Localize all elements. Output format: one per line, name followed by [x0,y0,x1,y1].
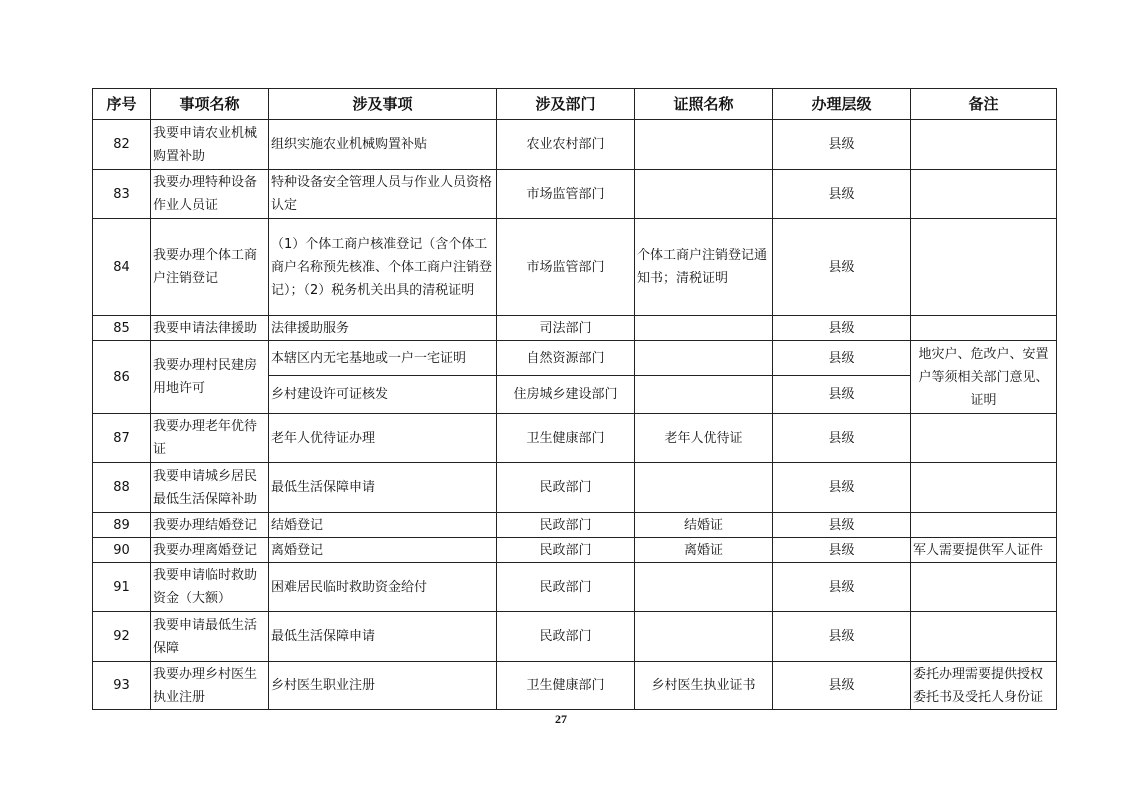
row-dept: 市场监管部门 [497,170,635,219]
row-license [635,563,773,612]
row-level: 县级 [773,341,911,376]
row-item: 结婚登记 [269,513,497,538]
header-dept: 涉及部门 [497,89,635,120]
table-row [93,662,1057,710]
table-row [93,414,1057,463]
row-dept: 农业农村部门 [497,120,635,170]
row-note [911,513,1057,538]
row-name: 我要申请城乡居民最低生活保障补助 [151,463,269,513]
page-number: 27 [555,712,567,726]
row-license [635,463,773,513]
row-level: 县级 [773,463,911,513]
row-license: 老年人优待证 [635,414,773,463]
row-item: 本辖区内无宅基地或一户一宅证明 [269,341,497,376]
row-note [911,463,1057,513]
services-table [92,88,1057,710]
row-item: （1）个体工商户核准登记（含个体工商户名称预先核准、个体工商户注销登记）；（2）税务机关出具的清税证明 [269,219,497,316]
row-name: 我要办理村民建房用地许可 [151,341,269,414]
table-row [93,563,1057,612]
row-dept: 民政部门 [497,563,635,612]
row-level: 县级 [773,170,911,219]
row-item: 最低生活保障申请 [269,612,497,662]
row-level: 县级 [773,662,911,710]
row-no: 89 [93,513,151,538]
header-note: 备注 [911,89,1057,120]
row-note: 地灾户、危改户、安置户等须相关部门意见、证明 [911,341,1057,414]
row-level: 县级 [773,316,911,341]
table-row [93,170,1057,219]
row-license [635,316,773,341]
header-no: 序号 [93,89,151,120]
row-name: 我要申请临时救助资金（大额） [151,563,269,612]
row-dept: 卫生健康部门 [497,662,635,710]
header-license: 证照名称 [635,89,773,120]
row-level: 县级 [773,513,911,538]
row-item: 乡村医生职业注册 [269,662,497,710]
row-dept: 民政部门 [497,538,635,563]
row-level: 县级 [773,414,911,463]
row-dept: 卫生健康部门 [497,414,635,463]
row-no: 92 [93,612,151,662]
row-note [911,219,1057,316]
row-note [911,316,1057,341]
row-no: 84 [93,219,151,316]
row-no: 86 [93,341,151,414]
row-note [911,612,1057,662]
row-license [635,376,773,414]
row-name: 我要申请法律援助 [151,316,269,341]
header-row [93,89,1057,120]
table-row [93,219,1057,316]
row-license [635,120,773,170]
row-level: 县级 [773,538,911,563]
row-name: 我要办理结婚登记 [151,513,269,538]
row-no: 83 [93,170,151,219]
row-level: 县级 [773,563,911,612]
row-note [911,563,1057,612]
row-item: 困难居民临时救助资金给付 [269,563,497,612]
row-license: 个体工商户注销登记通知书；清税证明 [635,219,773,316]
table-row [93,463,1057,513]
row-level: 县级 [773,376,911,414]
table-row [93,316,1057,341]
row-license: 乡村医生执业证书 [635,662,773,710]
row-level: 县级 [773,219,911,316]
row-item: 最低生活保障申请 [269,463,497,513]
table-row [93,120,1057,170]
table-row [93,513,1057,538]
row-no: 87 [93,414,151,463]
row-name: 我要办理特种设备作业人员证 [151,170,269,219]
row-dept: 自然资源部门 [497,341,635,376]
row-level: 县级 [773,612,911,662]
row-name: 我要办理老年优待证 [151,414,269,463]
header-name: 事项名称 [151,89,269,120]
row-item: 乡村建设许可证核发 [269,376,497,414]
row-item: 组织实施农业机械购置补贴 [269,120,497,170]
row-license [635,170,773,219]
row-item: 老年人优待证办理 [269,414,497,463]
row-no: 90 [93,538,151,563]
row-name: 我要办理乡村医生执业注册 [151,662,269,710]
header-level: 办理层级 [773,89,911,120]
row-no: 85 [93,316,151,341]
row-item: 离婚登记 [269,538,497,563]
row-dept: 司法部门 [497,316,635,341]
header-item: 涉及事项 [269,89,497,120]
row-license: 离婚证 [635,538,773,563]
row-no: 93 [93,662,151,710]
row-dept: 民政部门 [497,463,635,513]
row-no: 91 [93,563,151,612]
row-name: 我要办理离婚登记 [151,538,269,563]
row-name: 我要办理个体工商户注销登记 [151,219,269,316]
row-dept: 市场监管部门 [497,219,635,316]
row-dept: 住房城乡建设部门 [497,376,635,414]
row-license [635,341,773,376]
table-row [93,612,1057,662]
row-note [911,170,1057,219]
row-item: 法律援助服务 [269,316,497,341]
row-no: 82 [93,120,151,170]
row-item: 特种设备安全管理人员与作业人员资格认定 [269,170,497,219]
row-name: 我要申请最低生活保障 [151,612,269,662]
row-license: 结婚证 [635,513,773,538]
row-note [911,414,1057,463]
table-row [93,341,1057,376]
row-note: 委托办理需要提供授权委托书及受托人身份证 [911,662,1057,710]
row-no: 88 [93,463,151,513]
row-dept: 民政部门 [497,513,635,538]
row-note [911,120,1057,170]
table-row [93,538,1057,563]
row-license [635,612,773,662]
row-name: 我要申请农业机械购置补助 [151,120,269,170]
row-level: 县级 [773,120,911,170]
row-dept: 民政部门 [497,612,635,662]
row-note: 军人需要提供军人证件 [911,538,1057,563]
